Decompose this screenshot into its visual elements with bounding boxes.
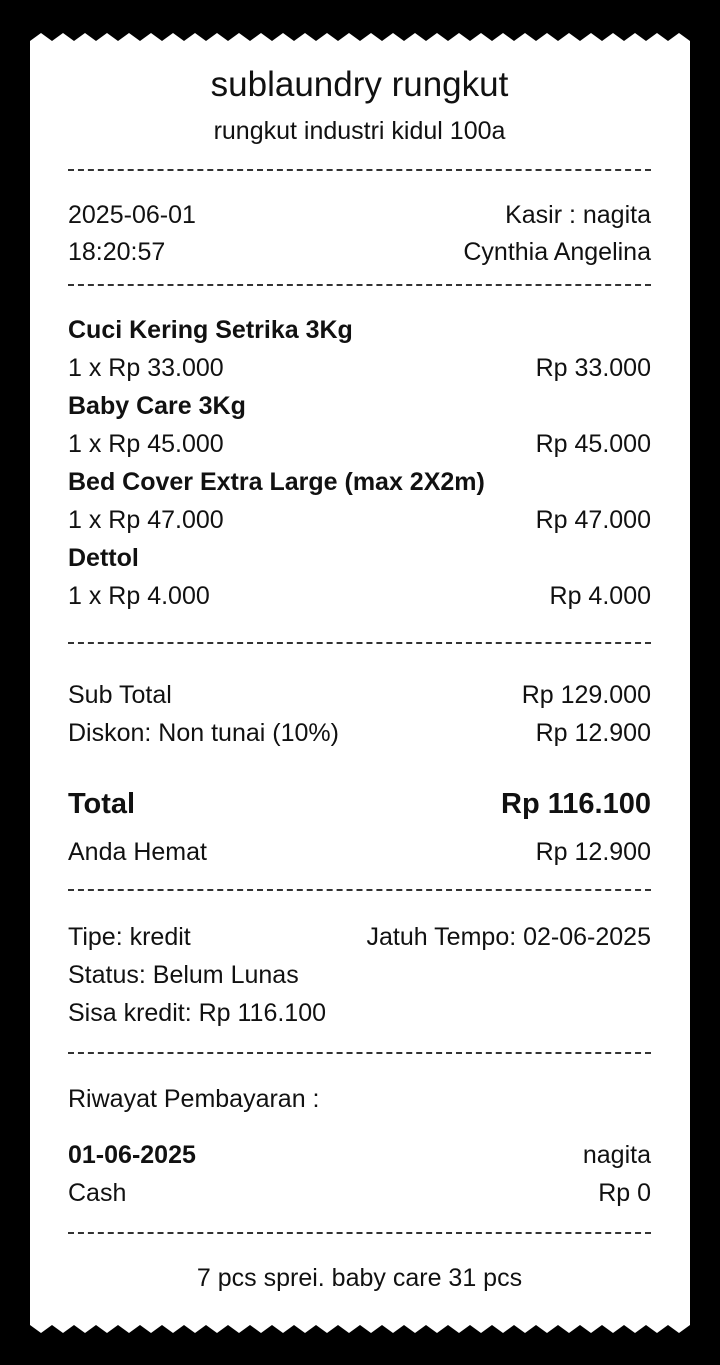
payment-type-row [68,922,651,952]
discount-row [68,718,651,748]
subtotal-row [68,680,651,710]
item-qty-price: 1 x Rp 4.000 [68,582,210,610]
divider [68,284,651,286]
item-qty-price: 1 x Rp 47.000 [68,506,224,534]
receipt-bottom-edge [30,1324,690,1334]
item-price-row [68,581,651,611]
divider [68,889,651,891]
item-price-row [68,353,651,383]
total-row [68,787,651,821]
item-amount: Rp 47.000 [535,506,651,534]
history-cashier: nagita [582,1141,651,1169]
item-price-row [68,505,651,535]
item-price-row [68,429,651,459]
item-qty-price: 1 x Rp 45.000 [68,430,224,458]
savings-value: Rp 12.900 [535,838,651,866]
shop-address: rungkut industri kidul 100a [213,117,506,145]
total-label: Total [68,788,136,820]
history-method: Cash [68,1179,127,1207]
item-name: Cuci Kering Setrika 3Kg [68,316,353,344]
payment-status: Status: Belum Lunas [68,961,299,989]
payment-type: Tipe: kredit [68,923,191,951]
divider [68,1052,651,1054]
item-qty-price: 1 x Rp 33.000 [68,354,224,382]
item-amount: Rp 33.000 [535,354,651,382]
meta-row-date [68,200,651,230]
item-name: Baby Care 3Kg [68,392,246,420]
savings-row [68,837,651,867]
credit-remaining: Sisa kredit: Rp 116.100 [68,999,327,1027]
history-entry-row [68,1140,651,1170]
due-date: Jatuh Tempo: 02-06-2025 [366,923,651,951]
shop-name: sublaundry rungkut [210,65,509,104]
divider [68,169,651,171]
cashier-name: Kasir : nagita [505,201,651,229]
divider [68,1232,651,1234]
meta-row-time [68,237,651,267]
customer-name: Cynthia Angelina [463,238,651,266]
divider [68,642,651,644]
history-entry-detail-row [68,1178,651,1208]
item-amount: Rp 4.000 [549,582,651,610]
receipt-top-edge [30,32,690,42]
subtotal-value: Rp 129.000 [521,681,651,709]
receipt-paper [30,32,690,1334]
history-amount: Rp 0 [598,1179,651,1207]
discount-value: Rp 12.900 [535,719,651,747]
history-date: 01-06-2025 [68,1141,196,1169]
transaction-time: 18:20:57 [68,238,166,266]
payment-history-title: Riwayat Pembayaran : [68,1085,320,1113]
discount-label: Diskon: Non tunai (10%) [68,719,339,747]
total-value: Rp 116.100 [501,788,651,820]
transaction-date: 2025-06-01 [68,201,196,229]
item-name: Dettol [68,544,139,572]
subtotal-label: Sub Total [68,681,172,709]
savings-label: Anda Hemat [68,838,207,866]
receipt-note: 7 pcs sprei. baby care 31 pcs [196,1264,523,1292]
item-name: Bed Cover Extra Large (max 2X2m) [68,468,485,496]
item-amount: Rp 45.000 [535,430,651,458]
